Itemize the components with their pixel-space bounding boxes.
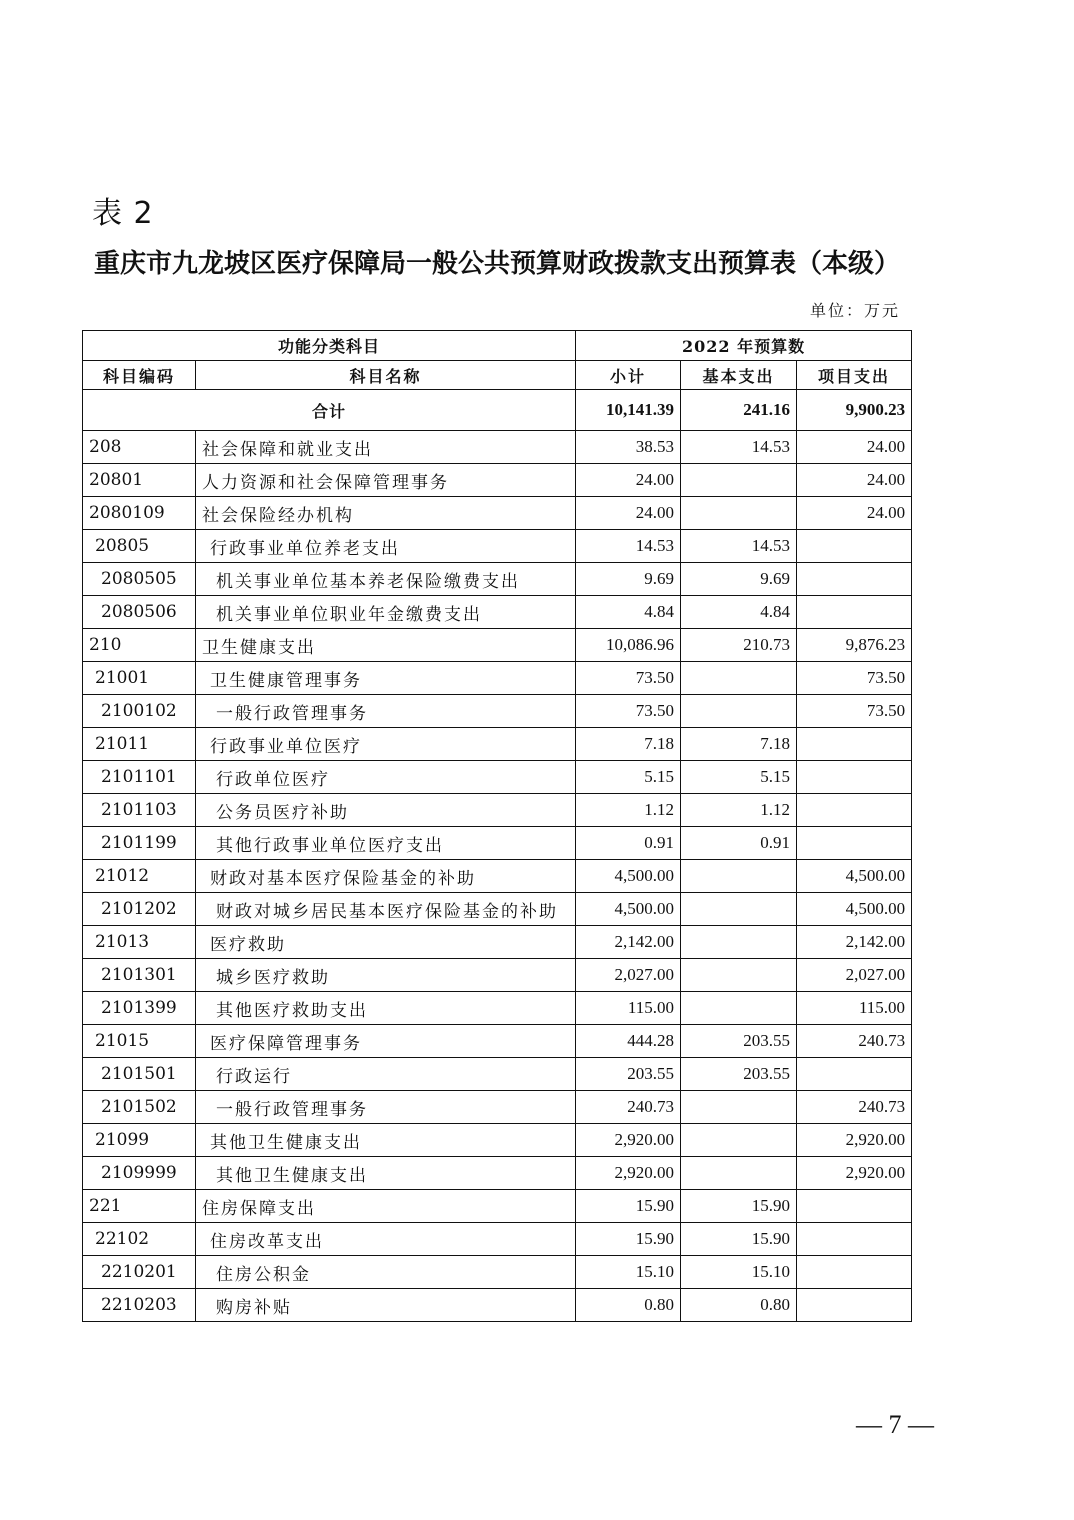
row-code: 21011 <box>83 728 196 761</box>
row-name: 其他行政事业单位医疗支出 <box>196 827 576 860</box>
row-project: 2,920.00 <box>797 1157 912 1190</box>
row-name: 社会保险经办机构 <box>196 497 576 530</box>
row-basic: 4.84 <box>681 596 797 629</box>
row-basic: 9.69 <box>681 563 797 596</box>
table-row <box>83 530 912 563</box>
table-row <box>83 563 912 596</box>
table-row <box>83 728 912 761</box>
row-code: 2080506 <box>83 596 196 629</box>
row-subtotal: 203.55 <box>576 1058 681 1091</box>
row-code: 21001 <box>83 662 196 695</box>
row-subtotal: 15.10 <box>576 1256 681 1289</box>
table-row <box>83 992 912 1025</box>
row-basic: 1.12 <box>681 794 797 827</box>
row-project: 9,876.23 <box>797 629 912 662</box>
row-subtotal: 1.12 <box>576 794 681 827</box>
row-subtotal: 0.80 <box>576 1289 681 1322</box>
row-project <box>797 1256 912 1289</box>
row-basic <box>681 1091 797 1124</box>
unit-label: 单位：万元 <box>809 301 900 320</box>
table-row <box>83 860 912 893</box>
row-code: 210 <box>83 629 196 662</box>
row-project <box>797 761 912 794</box>
row-basic <box>681 926 797 959</box>
table-row <box>83 1289 912 1322</box>
row-name: 机关事业单位职业年金缴费支出 <box>196 596 576 629</box>
row-name: 行政事业单位养老支出 <box>196 530 576 563</box>
table-row <box>83 596 912 629</box>
row-project <box>797 1289 912 1322</box>
row-project: 240.73 <box>797 1091 912 1124</box>
header-code: 科目编码 <box>83 361 196 390</box>
row-project <box>797 596 912 629</box>
total-basic: 241.16 <box>681 390 797 431</box>
row-name: 一般行政管理事务 <box>196 695 576 728</box>
header-basic: 基本支出 <box>681 361 797 390</box>
row-basic <box>681 992 797 1025</box>
row-project: 73.50 <box>797 662 912 695</box>
row-basic: 210.73 <box>681 629 797 662</box>
row-subtotal: 444.28 <box>576 1025 681 1058</box>
row-subtotal: 15.90 <box>576 1223 681 1256</box>
row-project <box>797 728 912 761</box>
row-subtotal: 10,086.96 <box>576 629 681 662</box>
row-subtotal: 2,027.00 <box>576 959 681 992</box>
row-project: 2,027.00 <box>797 959 912 992</box>
header-function-category: 功能分类科目 <box>83 331 576 361</box>
total-row <box>83 390 912 431</box>
page-title: 重庆市九龙坡区医疗保障局一般公共预算财政拨款支出预算表（本级） <box>93 249 900 279</box>
row-subtotal: 115.00 <box>576 992 681 1025</box>
table-row <box>83 1190 912 1223</box>
total-project: 9,900.23 <box>797 390 912 431</box>
row-project: 2,920.00 <box>797 1124 912 1157</box>
row-code: 2101103 <box>83 794 196 827</box>
total-label: 合计 <box>83 390 576 431</box>
row-subtotal: 2,920.00 <box>576 1157 681 1190</box>
row-subtotal: 4.84 <box>576 596 681 629</box>
row-name: 公务员医疗补助 <box>196 794 576 827</box>
row-subtotal: 14.53 <box>576 530 681 563</box>
row-project <box>797 1190 912 1223</box>
row-code: 2101101 <box>83 761 196 794</box>
row-project <box>797 563 912 596</box>
row-basic: 7.18 <box>681 728 797 761</box>
row-basic <box>681 860 797 893</box>
row-name: 社会保障和就业支出 <box>196 431 576 464</box>
row-project: 73.50 <box>797 695 912 728</box>
row-subtotal: 5.15 <box>576 761 681 794</box>
row-basic: 14.53 <box>681 431 797 464</box>
row-name: 行政运行 <box>196 1058 576 1091</box>
row-subtotal: 24.00 <box>576 464 681 497</box>
row-project <box>797 530 912 563</box>
row-subtotal: 73.50 <box>576 695 681 728</box>
table-row <box>83 497 912 530</box>
row-basic: 203.55 <box>681 1058 797 1091</box>
row-name: 人力资源和社会保障管理事务 <box>196 464 576 497</box>
budget-table <box>82 330 912 1322</box>
table-row <box>83 959 912 992</box>
header-subtotal: 小计 <box>576 361 681 390</box>
row-code: 2100102 <box>83 695 196 728</box>
table-label: 表 2 <box>92 196 154 231</box>
row-basic <box>681 464 797 497</box>
row-code: 208 <box>83 431 196 464</box>
row-basic <box>681 893 797 926</box>
row-project: 2,142.00 <box>797 926 912 959</box>
table-row <box>83 893 912 926</box>
table-row <box>83 1091 912 1124</box>
row-code: 2080109 <box>83 497 196 530</box>
row-code: 2101502 <box>83 1091 196 1124</box>
row-code: 21012 <box>83 860 196 893</box>
row-project: 24.00 <box>797 431 912 464</box>
row-subtotal: 73.50 <box>576 662 681 695</box>
row-subtotal: 2,920.00 <box>576 1124 681 1157</box>
table-row <box>83 1256 912 1289</box>
table-row <box>83 662 912 695</box>
row-name: 财政对基本医疗保险基金的补助 <box>196 860 576 893</box>
row-basic: 0.80 <box>681 1289 797 1322</box>
row-project <box>797 1058 912 1091</box>
row-project: 4,500.00 <box>797 893 912 926</box>
row-code: 21013 <box>83 926 196 959</box>
row-code: 2101301 <box>83 959 196 992</box>
header-budget-2022: 2022 年预算数 <box>576 331 912 361</box>
table-row <box>83 431 912 464</box>
page-number: — 7 — <box>856 1410 934 1439</box>
row-name: 其他医疗救助支出 <box>196 992 576 1025</box>
row-basic: 15.90 <box>681 1223 797 1256</box>
row-code: 20805 <box>83 530 196 563</box>
row-project: 24.00 <box>797 497 912 530</box>
row-name: 卫生健康支出 <box>196 629 576 662</box>
row-name: 一般行政管理事务 <box>196 1091 576 1124</box>
total-subtotal: 10,141.39 <box>576 390 681 431</box>
row-basic: 15.10 <box>681 1256 797 1289</box>
row-subtotal: 4,500.00 <box>576 893 681 926</box>
row-basic: 0.91 <box>681 827 797 860</box>
table-row <box>83 1025 912 1058</box>
row-project: 115.00 <box>797 992 912 1025</box>
table-row <box>83 1223 912 1256</box>
row-code: 22102 <box>83 1223 196 1256</box>
row-project: 24.00 <box>797 464 912 497</box>
row-basic: 15.90 <box>681 1190 797 1223</box>
row-code: 2109999 <box>83 1157 196 1190</box>
row-project <box>797 827 912 860</box>
row-name: 其他卫生健康支出 <box>196 1157 576 1190</box>
header-project: 项目支出 <box>797 361 912 390</box>
row-project: 240.73 <box>797 1025 912 1058</box>
row-subtotal: 38.53 <box>576 431 681 464</box>
table-row <box>83 794 912 827</box>
header-row-columns <box>83 361 912 390</box>
row-name: 行政单位医疗 <box>196 761 576 794</box>
row-subtotal: 9.69 <box>576 563 681 596</box>
row-code: 2101202 <box>83 893 196 926</box>
row-subtotal: 15.90 <box>576 1190 681 1223</box>
row-code: 2101501 <box>83 1058 196 1091</box>
row-name: 机关事业单位基本养老保险缴费支出 <box>196 563 576 596</box>
row-code: 221 <box>83 1190 196 1223</box>
row-basic: 203.55 <box>681 1025 797 1058</box>
row-code: 20801 <box>83 464 196 497</box>
row-basic <box>681 497 797 530</box>
row-project <box>797 794 912 827</box>
row-basic <box>681 959 797 992</box>
row-name: 购房补贴 <box>196 1289 576 1322</box>
row-basic <box>681 1124 797 1157</box>
row-name: 行政事业单位医疗 <box>196 728 576 761</box>
row-name: 住房公积金 <box>196 1256 576 1289</box>
table-row <box>83 1058 912 1091</box>
row-subtotal: 4,500.00 <box>576 860 681 893</box>
row-name: 其他卫生健康支出 <box>196 1124 576 1157</box>
row-code: 2210203 <box>83 1289 196 1322</box>
row-code: 2080505 <box>83 563 196 596</box>
row-subtotal: 24.00 <box>576 497 681 530</box>
table-row <box>83 761 912 794</box>
row-name: 住房改革支出 <box>196 1223 576 1256</box>
row-subtotal: 240.73 <box>576 1091 681 1124</box>
header-name: 科目名称 <box>196 361 576 390</box>
row-code: 2101399 <box>83 992 196 1025</box>
row-basic <box>681 662 797 695</box>
row-name: 城乡医疗救助 <box>196 959 576 992</box>
row-code: 21015 <box>83 1025 196 1058</box>
row-subtotal: 0.91 <box>576 827 681 860</box>
row-name: 卫生健康管理事务 <box>196 662 576 695</box>
table-row <box>83 464 912 497</box>
row-project <box>797 1223 912 1256</box>
row-code: 21099 <box>83 1124 196 1157</box>
row-basic <box>681 695 797 728</box>
row-subtotal: 2,142.00 <box>576 926 681 959</box>
table-row <box>83 695 912 728</box>
row-basic: 5.15 <box>681 761 797 794</box>
table-row <box>83 827 912 860</box>
table-row <box>83 1124 912 1157</box>
row-basic <box>681 1157 797 1190</box>
table-row <box>83 1157 912 1190</box>
table-row <box>83 629 912 662</box>
row-name: 医疗救助 <box>196 926 576 959</box>
row-name: 医疗保障管理事务 <box>196 1025 576 1058</box>
header-row-group <box>83 331 912 361</box>
row-name: 财政对城乡居民基本医疗保险基金的补助 <box>196 893 576 926</box>
row-code: 2210201 <box>83 1256 196 1289</box>
row-name: 住房保障支出 <box>196 1190 576 1223</box>
table-row <box>83 926 912 959</box>
row-subtotal: 7.18 <box>576 728 681 761</box>
row-project: 4,500.00 <box>797 860 912 893</box>
row-basic: 14.53 <box>681 530 797 563</box>
row-code: 2101199 <box>83 827 196 860</box>
